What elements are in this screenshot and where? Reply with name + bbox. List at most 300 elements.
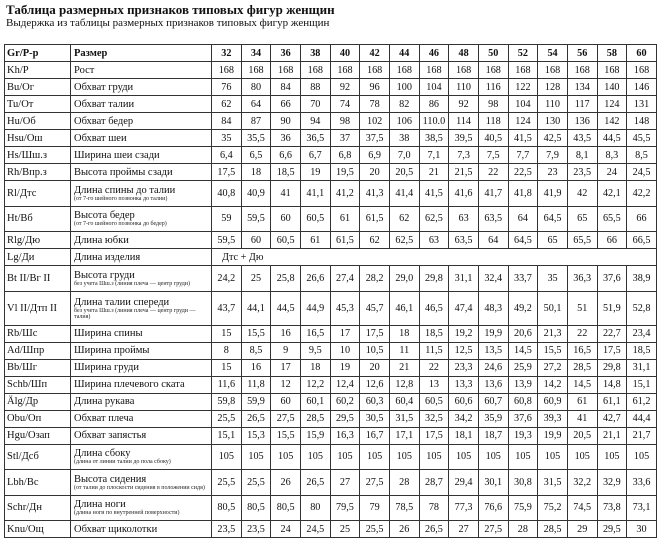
value-cell: 62,5: [389, 232, 419, 249]
value-cell: 105: [508, 444, 538, 470]
value-cell: 64,5: [508, 232, 538, 249]
value-cell: 60: [241, 232, 271, 249]
value-cell: 168: [567, 62, 597, 79]
measure-name-cell: [71, 376, 212, 393]
value-cell: 15,5: [538, 342, 568, 359]
value-cell: 16: [241, 359, 271, 376]
measure-code-cell: Rh/Впр.з: [5, 164, 71, 181]
value-cell: 60: [271, 393, 301, 410]
value-cell: 28,7: [419, 470, 449, 496]
value-cell: 59: [212, 206, 242, 232]
value-cell: 46,5: [419, 291, 449, 325]
value-cell: 146: [627, 79, 657, 96]
value-cell: 19,9: [478, 325, 508, 342]
size-header-cell: 34: [241, 45, 271, 62]
measure-name: Длина ноги: [74, 499, 126, 511]
measure-name-cell: [71, 113, 212, 130]
value-cell: 7,0: [389, 147, 419, 164]
measure-name-cell: [71, 62, 212, 79]
measure-name: Длина талии спереди: [74, 296, 170, 308]
value-cell: 19: [300, 164, 330, 181]
measure-note: (длина ноги по внутренней поверхности): [74, 510, 180, 517]
value-cell: 80,5: [212, 495, 242, 521]
measure-name-cell: [71, 444, 212, 470]
value-cell: 59,9: [241, 393, 271, 410]
value-cell: 73,8: [597, 495, 627, 521]
value-cell: 14,8: [597, 376, 627, 393]
size-table-body: [5, 45, 657, 538]
size-header-cell: 44: [389, 45, 419, 62]
value-cell: 21,7: [627, 427, 657, 444]
measure-note: (от талии до плоскости сидения в положении сидя): [74, 484, 205, 491]
value-cell: 52,8: [627, 291, 657, 325]
value-cell: 11,6: [212, 376, 242, 393]
value-cell: 31,5: [389, 410, 419, 427]
value-cell: 79: [360, 495, 390, 521]
value-cell: 27,5: [478, 521, 508, 538]
value-cell: 66: [271, 96, 301, 113]
value-cell: 78: [360, 96, 390, 113]
table-row: [5, 130, 657, 147]
value-cell: 14,5: [567, 376, 597, 393]
measure-name: Длина сбоку: [74, 448, 131, 460]
value-cell: 61,1: [597, 393, 627, 410]
value-cell: 35,9: [478, 410, 508, 427]
value-cell: 105: [538, 444, 568, 470]
table-row: [5, 342, 657, 359]
value-cell: 60,5: [271, 232, 301, 249]
value-cell: 25: [241, 266, 271, 292]
measure-code-cell: Stl/Дсб: [5, 444, 71, 470]
size-header-cell: 42: [360, 45, 390, 62]
measure-code-cell: Tu/От: [5, 96, 71, 113]
measure-code-cell: Lbh/Вс: [5, 470, 71, 496]
value-cell: 21,1: [597, 427, 627, 444]
value-cell: 118: [478, 113, 508, 130]
value-cell: 32,9: [597, 470, 627, 496]
measure-code-cell: Schr/Дн: [5, 495, 71, 521]
value-cell: 78: [419, 495, 449, 521]
value-cell: 65,5: [597, 206, 627, 232]
value-cell: 11,8: [241, 376, 271, 393]
value-cell: 168: [478, 62, 508, 79]
value-cell: 168: [389, 62, 419, 79]
value-cell: 49,2: [508, 291, 538, 325]
measure-name: Обхват бедер: [74, 115, 134, 127]
value-cell: 18,5: [419, 325, 449, 342]
value-cell: 47,4: [449, 291, 479, 325]
measure-name-cell: [71, 147, 212, 164]
value-cell: 105: [212, 444, 242, 470]
measure-note: (длина от линии талии до пола сбоку): [74, 459, 171, 466]
value-cell: 60,7: [478, 393, 508, 410]
table-row: [5, 164, 657, 181]
value-cell: 32,4: [478, 266, 508, 292]
table-row: [5, 147, 657, 164]
table-row: [5, 181, 657, 207]
value-cell: 38: [389, 130, 419, 147]
value-cell: 20: [360, 359, 390, 376]
value-cell: 19,5: [330, 164, 360, 181]
value-cell: 59,8: [212, 393, 242, 410]
value-cell: 42,5: [538, 130, 568, 147]
value-cell: 12,8: [389, 376, 419, 393]
table-row: [5, 79, 657, 96]
value-cell: 74: [330, 96, 360, 113]
value-cell: 29,5: [330, 410, 360, 427]
value-cell: 40,5: [478, 130, 508, 147]
size-header-cell: 40: [330, 45, 360, 62]
value-cell: 22: [419, 359, 449, 376]
size-header-cell: 36: [271, 45, 301, 62]
value-cell: 35: [212, 130, 242, 147]
measure-name: Высота проймы сзади: [74, 166, 173, 178]
size-header-cell: 38: [300, 45, 330, 62]
value-cell: 98: [330, 113, 360, 130]
value-cell: 122: [508, 79, 538, 96]
value-cell: 117: [567, 96, 597, 113]
measure-name-cell: [71, 130, 212, 147]
value-cell: 92: [330, 79, 360, 96]
value-cell: 34,2: [449, 410, 479, 427]
value-cell: 96: [360, 79, 390, 96]
value-cell: 62: [212, 96, 242, 113]
measure-name-cell: [71, 181, 212, 207]
value-cell: 29: [567, 521, 597, 538]
table-row: [5, 495, 657, 521]
value-cell: 41,7: [478, 181, 508, 207]
value-cell: 6,8: [330, 147, 360, 164]
value-cell: 16,7: [360, 427, 390, 444]
value-cell: 77,3: [449, 495, 479, 521]
measure-code-cell: Ad/Шпр: [5, 342, 71, 359]
value-cell: 105: [300, 444, 330, 470]
value-cell: 23,5: [241, 521, 271, 538]
value-cell: 18,1: [449, 427, 479, 444]
value-cell: 8,3: [597, 147, 627, 164]
measure-name: Обхват плеча: [74, 413, 134, 424]
measure-code-cell: Bb/Шг: [5, 359, 71, 376]
value-cell: 13: [419, 376, 449, 393]
value-cell: 39,3: [538, 410, 568, 427]
value-cell: 41,6: [449, 181, 479, 207]
value-cell: 168: [212, 62, 242, 79]
value-cell: 168: [330, 62, 360, 79]
value-cell: 41,1: [300, 181, 330, 207]
value-cell: 65: [538, 232, 568, 249]
value-cell: 64: [478, 232, 508, 249]
value-cell: 59,5: [212, 232, 242, 249]
size-header-cell: 52: [508, 45, 538, 62]
value-cell: 8,1: [567, 147, 597, 164]
value-cell: 31,5: [538, 470, 568, 496]
value-cell: 39,5: [449, 130, 479, 147]
value-cell: 106: [389, 113, 419, 130]
value-cell: 13,6: [478, 376, 508, 393]
value-cell: 24,5: [300, 521, 330, 538]
value-cell: 63: [419, 232, 449, 249]
value-cell: 30: [627, 521, 657, 538]
measure-name-cell: [71, 342, 212, 359]
value-cell: 102: [360, 113, 390, 130]
value-cell: 17,1: [389, 427, 419, 444]
value-cell: 26,6: [300, 266, 330, 292]
measure-name-cell: [71, 164, 212, 181]
value-cell: 63,5: [478, 206, 508, 232]
value-cell: 100: [389, 79, 419, 96]
value-cell: 105: [360, 444, 390, 470]
measure-code-cell: Schb/Шп: [5, 376, 71, 393]
value-cell: 60,5: [419, 393, 449, 410]
value-cell: 8,5: [241, 342, 271, 359]
value-cell: 140: [597, 79, 627, 96]
table-row: [5, 232, 657, 249]
value-cell: 110: [538, 96, 568, 113]
value-cell: 124: [597, 96, 627, 113]
value-cell: 110.0: [419, 113, 449, 130]
measure-name: Ширина спины: [74, 328, 143, 339]
value-cell: 84: [212, 113, 242, 130]
value-cell: 62: [389, 206, 419, 232]
size-header-cell: 32: [212, 45, 242, 62]
value-cell: 15,3: [241, 427, 271, 444]
measure-name-cell: [71, 521, 212, 538]
value-cell: 64: [508, 206, 538, 232]
value-cell: 50,1: [538, 291, 568, 325]
value-cell: 60,4: [389, 393, 419, 410]
measure-code-cell: Hu/Об: [5, 113, 71, 130]
value-cell: 48,3: [478, 291, 508, 325]
value-cell: 14,5: [508, 342, 538, 359]
value-cell: 7,1: [419, 147, 449, 164]
value-cell: 12,4: [330, 376, 360, 393]
value-cell: 168: [627, 62, 657, 79]
value-cell: 84: [271, 79, 301, 96]
table-row: [5, 376, 657, 393]
size-header-cell: 48: [449, 45, 479, 62]
value-cell: 105: [271, 444, 301, 470]
value-cell: 65: [567, 206, 597, 232]
value-cell: 7,3: [449, 147, 479, 164]
value-cell: 19: [330, 359, 360, 376]
value-cell: 70: [300, 96, 330, 113]
measure-name: Обхват груди: [74, 81, 134, 93]
value-cell: 6,7: [300, 147, 330, 164]
value-cell: 15,1: [627, 376, 657, 393]
value-cell: 130: [538, 113, 568, 130]
size-header-cell: 58: [597, 45, 627, 62]
value-cell: 44,5: [597, 130, 627, 147]
value-cell: 80: [300, 495, 330, 521]
value-cell: 80,5: [271, 495, 301, 521]
value-cell: 27: [449, 521, 479, 538]
measure-name-cell: [71, 249, 212, 266]
value-cell: 40,8: [212, 181, 242, 207]
value-cell: 18,5: [271, 164, 301, 181]
measure-name-cell: [71, 470, 212, 496]
value-cell: 105: [597, 444, 627, 470]
value-cell: 16: [271, 325, 301, 342]
value-cell: 66: [627, 206, 657, 232]
value-cell: 38,5: [419, 130, 449, 147]
value-cell: 25,5: [241, 470, 271, 496]
value-cell: 9,5: [300, 342, 330, 359]
value-cell: 22: [478, 164, 508, 181]
measure-code-cell: Hs/Шш.з: [5, 147, 71, 164]
measure-name: Длина изделия: [74, 251, 141, 263]
measure-name: Ширина проймы: [74, 345, 150, 356]
measure-name-cell: [71, 206, 212, 232]
value-cell: 15,1: [212, 427, 242, 444]
value-cell: 73,1: [627, 495, 657, 521]
value-cell: 61: [567, 393, 597, 410]
value-cell: 45,5: [627, 130, 657, 147]
value-cell: 24,6: [478, 359, 508, 376]
value-cell: 98: [478, 96, 508, 113]
value-cell: 61: [300, 232, 330, 249]
measure-name: Длина рукава: [74, 396, 135, 407]
size-table: [4, 44, 657, 538]
value-cell: 66,5: [627, 232, 657, 249]
value-cell: 16,5: [300, 325, 330, 342]
measure-name-cell: [71, 359, 212, 376]
value-cell: 92: [449, 96, 479, 113]
measure-code-cell: Rl/Дтс: [5, 181, 71, 207]
value-cell: 29,5: [597, 521, 627, 538]
value-cell: 23: [538, 164, 568, 181]
value-cell: 37,6: [508, 410, 538, 427]
value-cell: 61: [330, 206, 360, 232]
value-cell: 110: [449, 79, 479, 96]
value-cell: 20,6: [508, 325, 538, 342]
value-cell: 16,3: [330, 427, 360, 444]
value-cell: 105: [567, 444, 597, 470]
value-cell: 61,5: [360, 206, 390, 232]
value-cell: 24: [271, 521, 301, 538]
value-cell: 27,5: [360, 470, 390, 496]
value-cell: 21: [389, 359, 419, 376]
value-cell: 124: [508, 113, 538, 130]
measure-name: Высота груди: [74, 269, 135, 281]
value-cell: 7,5: [478, 147, 508, 164]
value-cell: 45,7: [360, 291, 390, 325]
value-cell: 27,2: [538, 359, 568, 376]
value-cell: 105: [449, 444, 479, 470]
measure-name-cell: [71, 232, 212, 249]
measure-name-cell: [71, 79, 212, 96]
value-cell: 131: [627, 96, 657, 113]
value-cell: 22,7: [597, 325, 627, 342]
value-cell: 168: [241, 62, 271, 79]
value-cell: 78,5: [389, 495, 419, 521]
measure-note: (от 7-го шейного позвонка до талии): [74, 195, 168, 202]
value-cell: 41,4: [389, 181, 419, 207]
value-cell: 64: [241, 96, 271, 113]
value-cell: 24,2: [212, 266, 242, 292]
value-cell: 168: [597, 62, 627, 79]
value-cell: 28: [508, 521, 538, 538]
value-cell: 105: [389, 444, 419, 470]
table-row: [5, 427, 657, 444]
value-cell: 15,5: [271, 427, 301, 444]
measure-name-cell: [71, 410, 212, 427]
value-cell: 30,8: [508, 470, 538, 496]
value-cell: 28,2: [360, 266, 390, 292]
value-cell: 41,3: [360, 181, 390, 207]
value-cell: 12: [271, 376, 301, 393]
page-title: Таблица размерных признаков типовых фигур женщин: [6, 2, 335, 17]
value-cell: 105: [330, 444, 360, 470]
value-cell: 37,6: [597, 266, 627, 292]
measure-name: Ширина плечевого ската: [74, 379, 185, 390]
table-row: [5, 470, 657, 496]
measure-code-cell: Rlg/Дю: [5, 232, 71, 249]
value-cell: 26,5: [241, 410, 271, 427]
measure-name: Ширина груди: [74, 362, 139, 373]
value-cell: 94: [300, 113, 330, 130]
value-cell: 43,7: [212, 291, 242, 325]
measure-name: Обхват щиколотки: [74, 523, 158, 535]
value-cell: 24: [597, 164, 627, 181]
value-cell: 43,5: [567, 130, 597, 147]
value-cell: 6,6: [271, 147, 301, 164]
page-subtitle: Выдержка из таблицы размерных признаков типовых фигур женщин: [6, 17, 330, 29]
value-cell: 74,5: [567, 495, 597, 521]
measure-code-cell: Knu/Ощ: [5, 521, 71, 538]
value-cell: 168: [360, 62, 390, 79]
value-cell: 17: [271, 359, 301, 376]
measure-name: Рост: [74, 64, 95, 76]
document-header: [6, 2, 656, 30]
value-cell: 11,5: [419, 342, 449, 359]
measure-name: Длина спины до талии: [74, 184, 176, 196]
value-cell: 9: [271, 342, 301, 359]
value-cell: 105: [478, 444, 508, 470]
value-cell: 33,7: [508, 266, 538, 292]
value-cell: 21: [419, 164, 449, 181]
value-cell: 18: [241, 164, 271, 181]
value-cell: 25,5: [360, 521, 390, 538]
measure-code-cell: Kh/Р: [5, 62, 71, 79]
value-cell: 168: [419, 62, 449, 79]
value-cell: 42: [567, 181, 597, 207]
value-cell: 30,1: [478, 470, 508, 496]
value-cell: 32,2: [567, 470, 597, 496]
value-cell: 12,5: [449, 342, 479, 359]
value-cell: 142: [597, 113, 627, 130]
value-cell: 16,5: [567, 342, 597, 359]
table-row: [5, 96, 657, 113]
value-cell: 36,5: [300, 130, 330, 147]
value-cell: 116: [478, 79, 508, 96]
value-cell: 26,5: [300, 470, 330, 496]
value-cell: 23,5: [567, 164, 597, 181]
value-cell: 37,5: [360, 130, 390, 147]
value-cell: 134: [567, 79, 597, 96]
value-cell: 37: [330, 130, 360, 147]
measure-name: Ширина шеи сзади: [74, 149, 160, 161]
table-row: [5, 393, 657, 410]
value-cell: 29,4: [449, 470, 479, 496]
value-cell: 104: [419, 79, 449, 96]
value-cell: 25,5: [212, 470, 242, 496]
value-cell: 28,5: [538, 521, 568, 538]
value-cell: 6,9: [360, 147, 390, 164]
size-header-cell: 56: [567, 45, 597, 62]
measure-code-cell: Rb/Шс: [5, 325, 71, 342]
value-cell: 19,3: [508, 427, 538, 444]
value-cell: 66: [597, 232, 627, 249]
